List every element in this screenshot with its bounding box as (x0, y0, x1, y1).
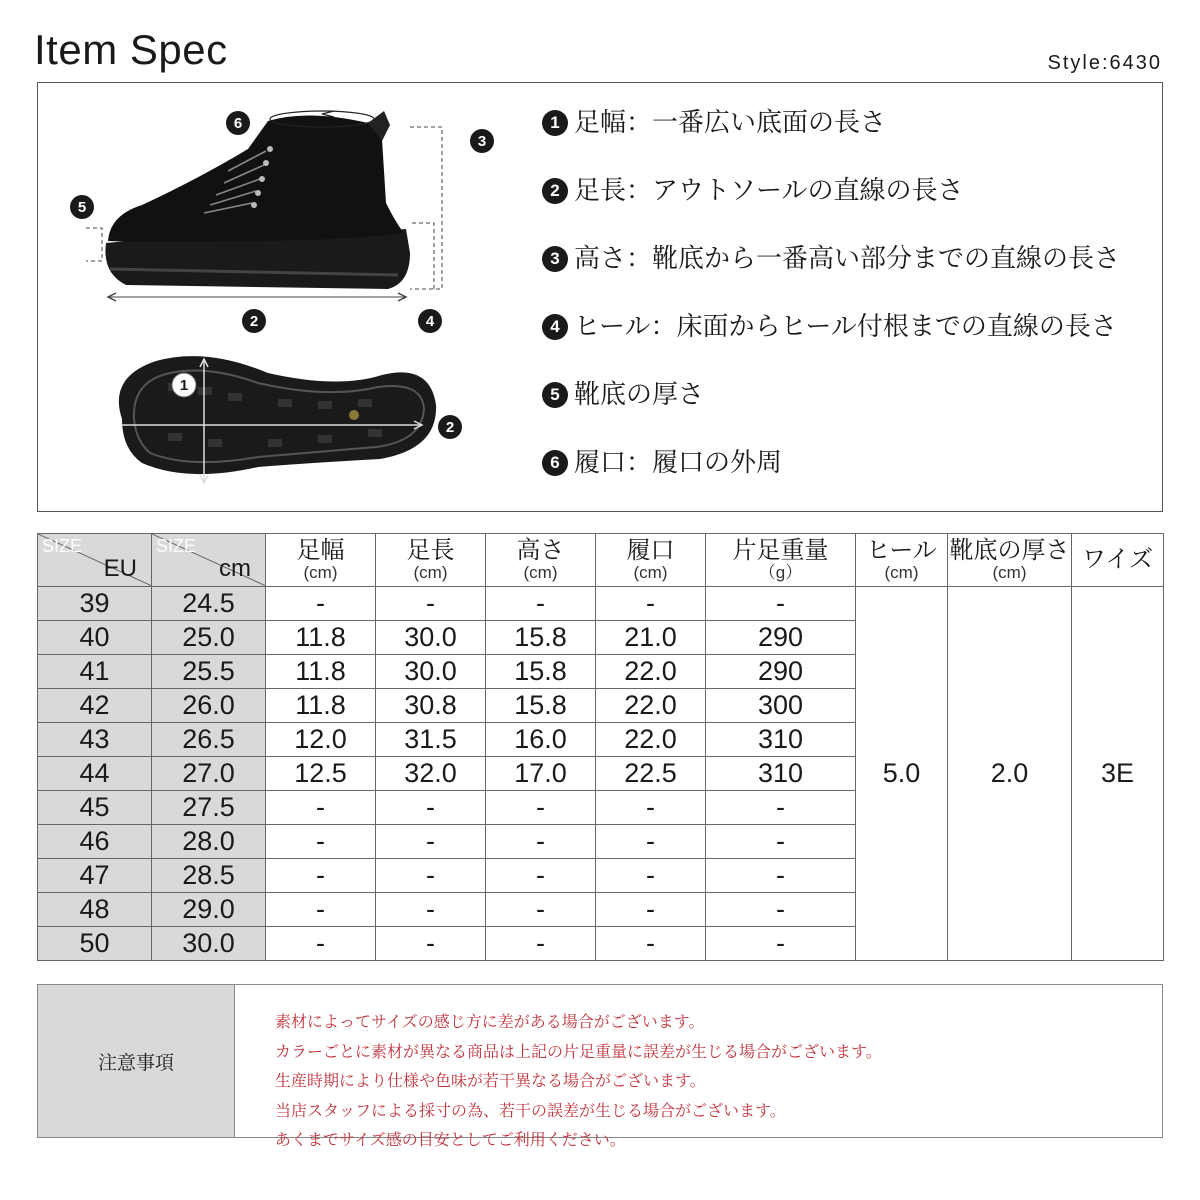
table-cell: - (596, 825, 706, 859)
note-line: 生産時期により仕様や色味が若干異なる場合がございます。 (275, 1071, 706, 1090)
table-cell: 290 (706, 621, 856, 655)
col-foot-width: 足幅 (cm) (266, 534, 376, 587)
table-cell: - (266, 791, 376, 825)
table-cell: 22.0 (596, 723, 706, 757)
table-cell: - (376, 859, 486, 893)
table-cell: 15.8 (486, 689, 596, 723)
cell-size-cm: 29.0 (152, 893, 266, 927)
table-cell: - (376, 791, 486, 825)
table-cell: 22.0 (596, 689, 706, 723)
cell-size-cm: 26.5 (152, 723, 266, 757)
table-cell: - (486, 859, 596, 893)
table-cell: - (266, 927, 376, 961)
table-cell: - (596, 587, 706, 621)
legend-item-1: 1 足幅：一番広い底面の長さ (542, 105, 1162, 173)
table-cell: 300 (706, 689, 856, 723)
table-cell: 11.8 (266, 689, 376, 723)
cell-size-eu: 43 (38, 723, 152, 757)
cell-size-eu: 45 (38, 791, 152, 825)
legend-item-6: 6 履口：履口の外周 (542, 445, 1162, 513)
table-cell: 310 (706, 757, 856, 791)
table-cell: - (706, 791, 856, 825)
table-cell: 15.8 (486, 621, 596, 655)
cell-size-eu: 48 (38, 893, 152, 927)
marker-2-side (242, 309, 266, 333)
size-chart-table (37, 533, 1164, 961)
col-heel: ヒール (cm) (856, 534, 948, 587)
note-line: カラーごとに素材が異なる商品は上記の片足重量に誤差が生じる場合がございます。 (275, 1041, 882, 1061)
table-cell: - (486, 587, 596, 621)
sole-bottom-view (119, 356, 436, 474)
table-cell: - (376, 587, 486, 621)
table-cell: 16.0 (486, 723, 596, 757)
cell-size-cm: 27.5 (152, 791, 266, 825)
style-code: Style:6430 (1047, 52, 1162, 74)
col-width: ワイズ (1072, 534, 1164, 587)
table-cell: - (706, 859, 856, 893)
size-eu-header: SIZE EU (38, 534, 152, 587)
table-cell: 30.0 (376, 655, 486, 689)
legend-item-4: 4 ヒール：床面からヒール付根までの直線の長さ (542, 309, 1162, 377)
table-cell: 22.5 (596, 757, 706, 791)
cell-size-cm: 24.5 (152, 587, 266, 621)
table-cell: - (596, 893, 706, 927)
note-line: 当店スタッフによる採寸の為、若干の誤差が生じる場合がございます。 (275, 1100, 786, 1120)
cell-size-cm: 27.0 (152, 757, 266, 791)
svg-text:1: 1 (179, 377, 189, 394)
table-row (38, 587, 1164, 621)
table-cell: - (596, 859, 706, 893)
table-cell: - (376, 825, 486, 859)
cell-size-cm: 30.0 (152, 927, 266, 961)
marker-3 (470, 129, 494, 153)
size-chart-body (38, 587, 1164, 961)
svg-text:6: 6 (233, 115, 243, 132)
svg-text:2: 2 (445, 419, 455, 436)
cell-size-cm: 28.5 (152, 859, 266, 893)
cell-size-eu: 40 (38, 621, 152, 655)
marker-6 (226, 111, 250, 135)
merged-width-cell: 3E (1072, 587, 1164, 961)
table-cell: - (486, 927, 596, 961)
table-cell: - (486, 791, 596, 825)
note-line: 素材によってサイズの感じ方に差がある場合がございます。 (275, 1012, 705, 1031)
table-cell: 12.5 (266, 757, 376, 791)
cell-size-eu: 44 (38, 757, 152, 791)
table-cell: - (596, 791, 706, 825)
table-cell: 310 (706, 723, 856, 757)
cell-size-eu: 46 (38, 825, 152, 859)
merged-heel-cell: 5.0 (856, 587, 948, 961)
table-cell: - (486, 825, 596, 859)
table-cell: - (266, 893, 376, 927)
table-cell: 290 (706, 655, 856, 689)
col-height: 高さ (cm) (486, 534, 596, 587)
svg-text:3: 3 (477, 133, 487, 150)
boot-side-view (105, 111, 410, 289)
cell-size-eu: 39 (38, 587, 152, 621)
col-foot-length: 足長 (cm) (376, 534, 486, 587)
table-cell: 15.8 (486, 655, 596, 689)
table-cell: - (596, 927, 706, 961)
table-cell: 11.8 (266, 621, 376, 655)
col-sole-thickness: 靴底の厚さ (cm) (948, 534, 1072, 587)
table-header-row (38, 534, 1164, 587)
table-cell: - (376, 927, 486, 961)
table-cell: 11.8 (266, 655, 376, 689)
cell-size-cm: 25.5 (152, 655, 266, 689)
table-cell: - (706, 825, 856, 859)
table-cell: - (376, 893, 486, 927)
table-cell: - (706, 927, 856, 961)
col-weight: 片足重量 （g） (706, 534, 856, 587)
table-cell: - (266, 587, 376, 621)
notes-label: 注意事項 (38, 985, 235, 1137)
notes-list (235, 985, 882, 1149)
marker-4 (418, 309, 442, 333)
measurement-legend (542, 105, 1162, 513)
table-cell: - (706, 587, 856, 621)
table-cell: 30.0 (376, 621, 486, 655)
table-cell: - (706, 893, 856, 927)
marker-1 (172, 373, 196, 397)
table-cell: - (266, 859, 376, 893)
legend-item-2: 2 足長：アウトソールの直線の長さ (542, 173, 1162, 241)
cell-size-eu: 42 (38, 689, 152, 723)
cell-size-cm: 28.0 (152, 825, 266, 859)
table-cell: - (266, 825, 376, 859)
table-cell: 30.8 (376, 689, 486, 723)
table-cell: 17.0 (486, 757, 596, 791)
legend-item-5: 5 靴底の厚さ (542, 377, 1162, 445)
svg-text:4: 4 (425, 313, 435, 330)
marker-5 (70, 195, 94, 219)
legend-item-3: 3 高さ：靴底から一番高い部分までの直線の長さ (542, 241, 1162, 309)
notes-panel (37, 984, 1163, 1149)
table-cell: 32.0 (376, 757, 486, 791)
cell-size-eu: 50 (38, 927, 152, 961)
table-cell: 21.0 (596, 621, 706, 655)
note-line: あくまでサイズ感の目安としてご利用ください。 (275, 1130, 626, 1149)
table-cell: 12.0 (266, 723, 376, 757)
marker-2-sole (438, 415, 462, 439)
table-cell: 22.0 (596, 655, 706, 689)
cell-size-cm: 25.0 (152, 621, 266, 655)
svg-text:5: 5 (77, 199, 87, 216)
boot-measurement-illustration (38, 83, 518, 511)
table-cell: 31.5 (376, 723, 486, 757)
cell-size-eu: 47 (38, 859, 152, 893)
page-title: Item Spec (34, 26, 228, 73)
spec-diagram-panel (37, 82, 1163, 512)
table-cell: - (486, 893, 596, 927)
size-cm-header: SIZE cm (152, 534, 266, 587)
col-opening: 履口 (cm) (596, 534, 706, 587)
merged-sole-cell: 2.0 (948, 587, 1072, 961)
cell-size-cm: 26.0 (152, 689, 266, 723)
svg-text:2: 2 (249, 313, 259, 330)
cell-size-eu: 41 (38, 655, 152, 689)
